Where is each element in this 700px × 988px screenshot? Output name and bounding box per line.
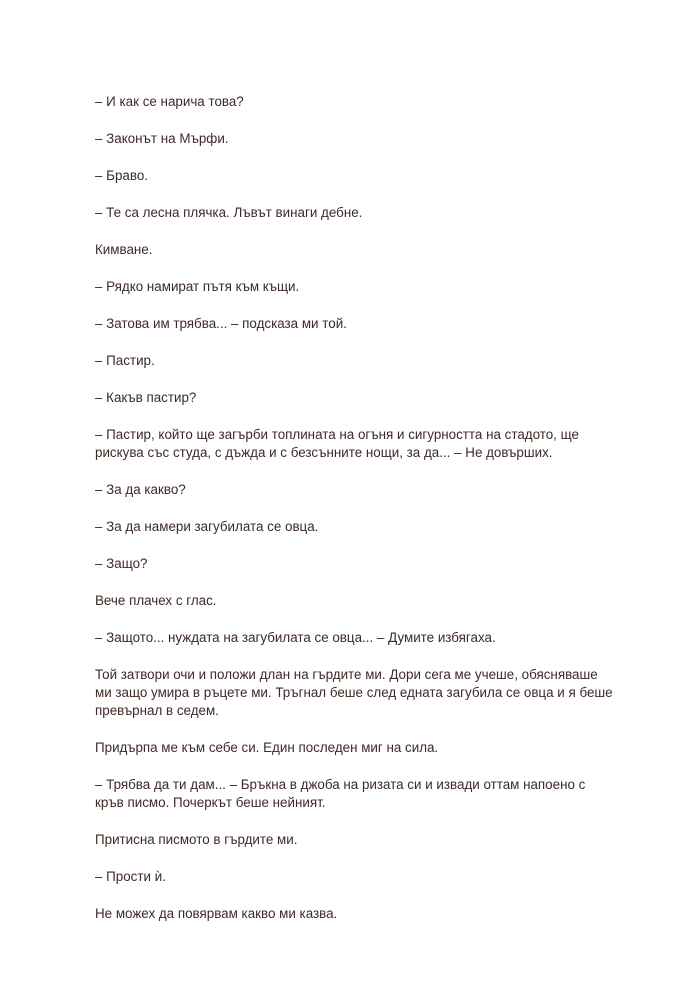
paragraph: – И как се нарича това? xyxy=(95,94,244,109)
paragraph: – Прости ѝ. xyxy=(95,869,166,884)
paragraph: Не можех да повярвам какво ми казва. xyxy=(95,906,338,921)
paragraph: – Браво. xyxy=(95,168,148,183)
paragraph: Вече плачех с глас. xyxy=(95,593,217,608)
paragraph: – Затова им трябва... – подсказа ми той. xyxy=(95,316,347,331)
paragraph: Кимване. xyxy=(95,242,153,257)
document-body xyxy=(95,93,615,942)
paragraph: – Те са лесна плячка. Лъвът винаги дебне. xyxy=(95,205,363,220)
paragraph: – За да какво? xyxy=(95,482,186,497)
paragraph: – Пастир. xyxy=(95,353,155,368)
paragraph: – Рядко намират пътя към къщи. xyxy=(95,279,300,294)
paragraph: Притисна писмото в гърдите ми. xyxy=(95,832,298,847)
paragraph: – Законът на Мърфи. xyxy=(95,131,229,146)
paragraph: – Трябва да ти дам... – Бръкна в джоба на ризата си и извади оттам напоено с кръв писмо. Почеркът беше нейният. xyxy=(95,777,586,810)
paragraph: Той затвори очи и положи длан на гърдите ми. Дори сега ме учеше, обясняваше ми защо умира в ръцете ми. Тръгнал беше след едната загубила се овца и я беше превърнал в седем. xyxy=(95,667,613,718)
paragraph: – За да намери загубилата се овца. xyxy=(95,519,319,534)
paragraph: – Защо? xyxy=(95,556,148,571)
paragraph: – Защото... нуждата на загубилата се овца... – Думите избягаха. xyxy=(95,630,496,645)
paragraph: – Пастир, който ще загърби топлината на огъня и сигурността на стадото, ще рискува със студа, с дъжда и с безсънните нощи, за да... – Не довърших. xyxy=(95,427,579,460)
paragraph: Придърпа ме към себе си. Един последен миг на сила. xyxy=(95,740,439,755)
paragraph: – Какъв пастир? xyxy=(95,390,197,405)
